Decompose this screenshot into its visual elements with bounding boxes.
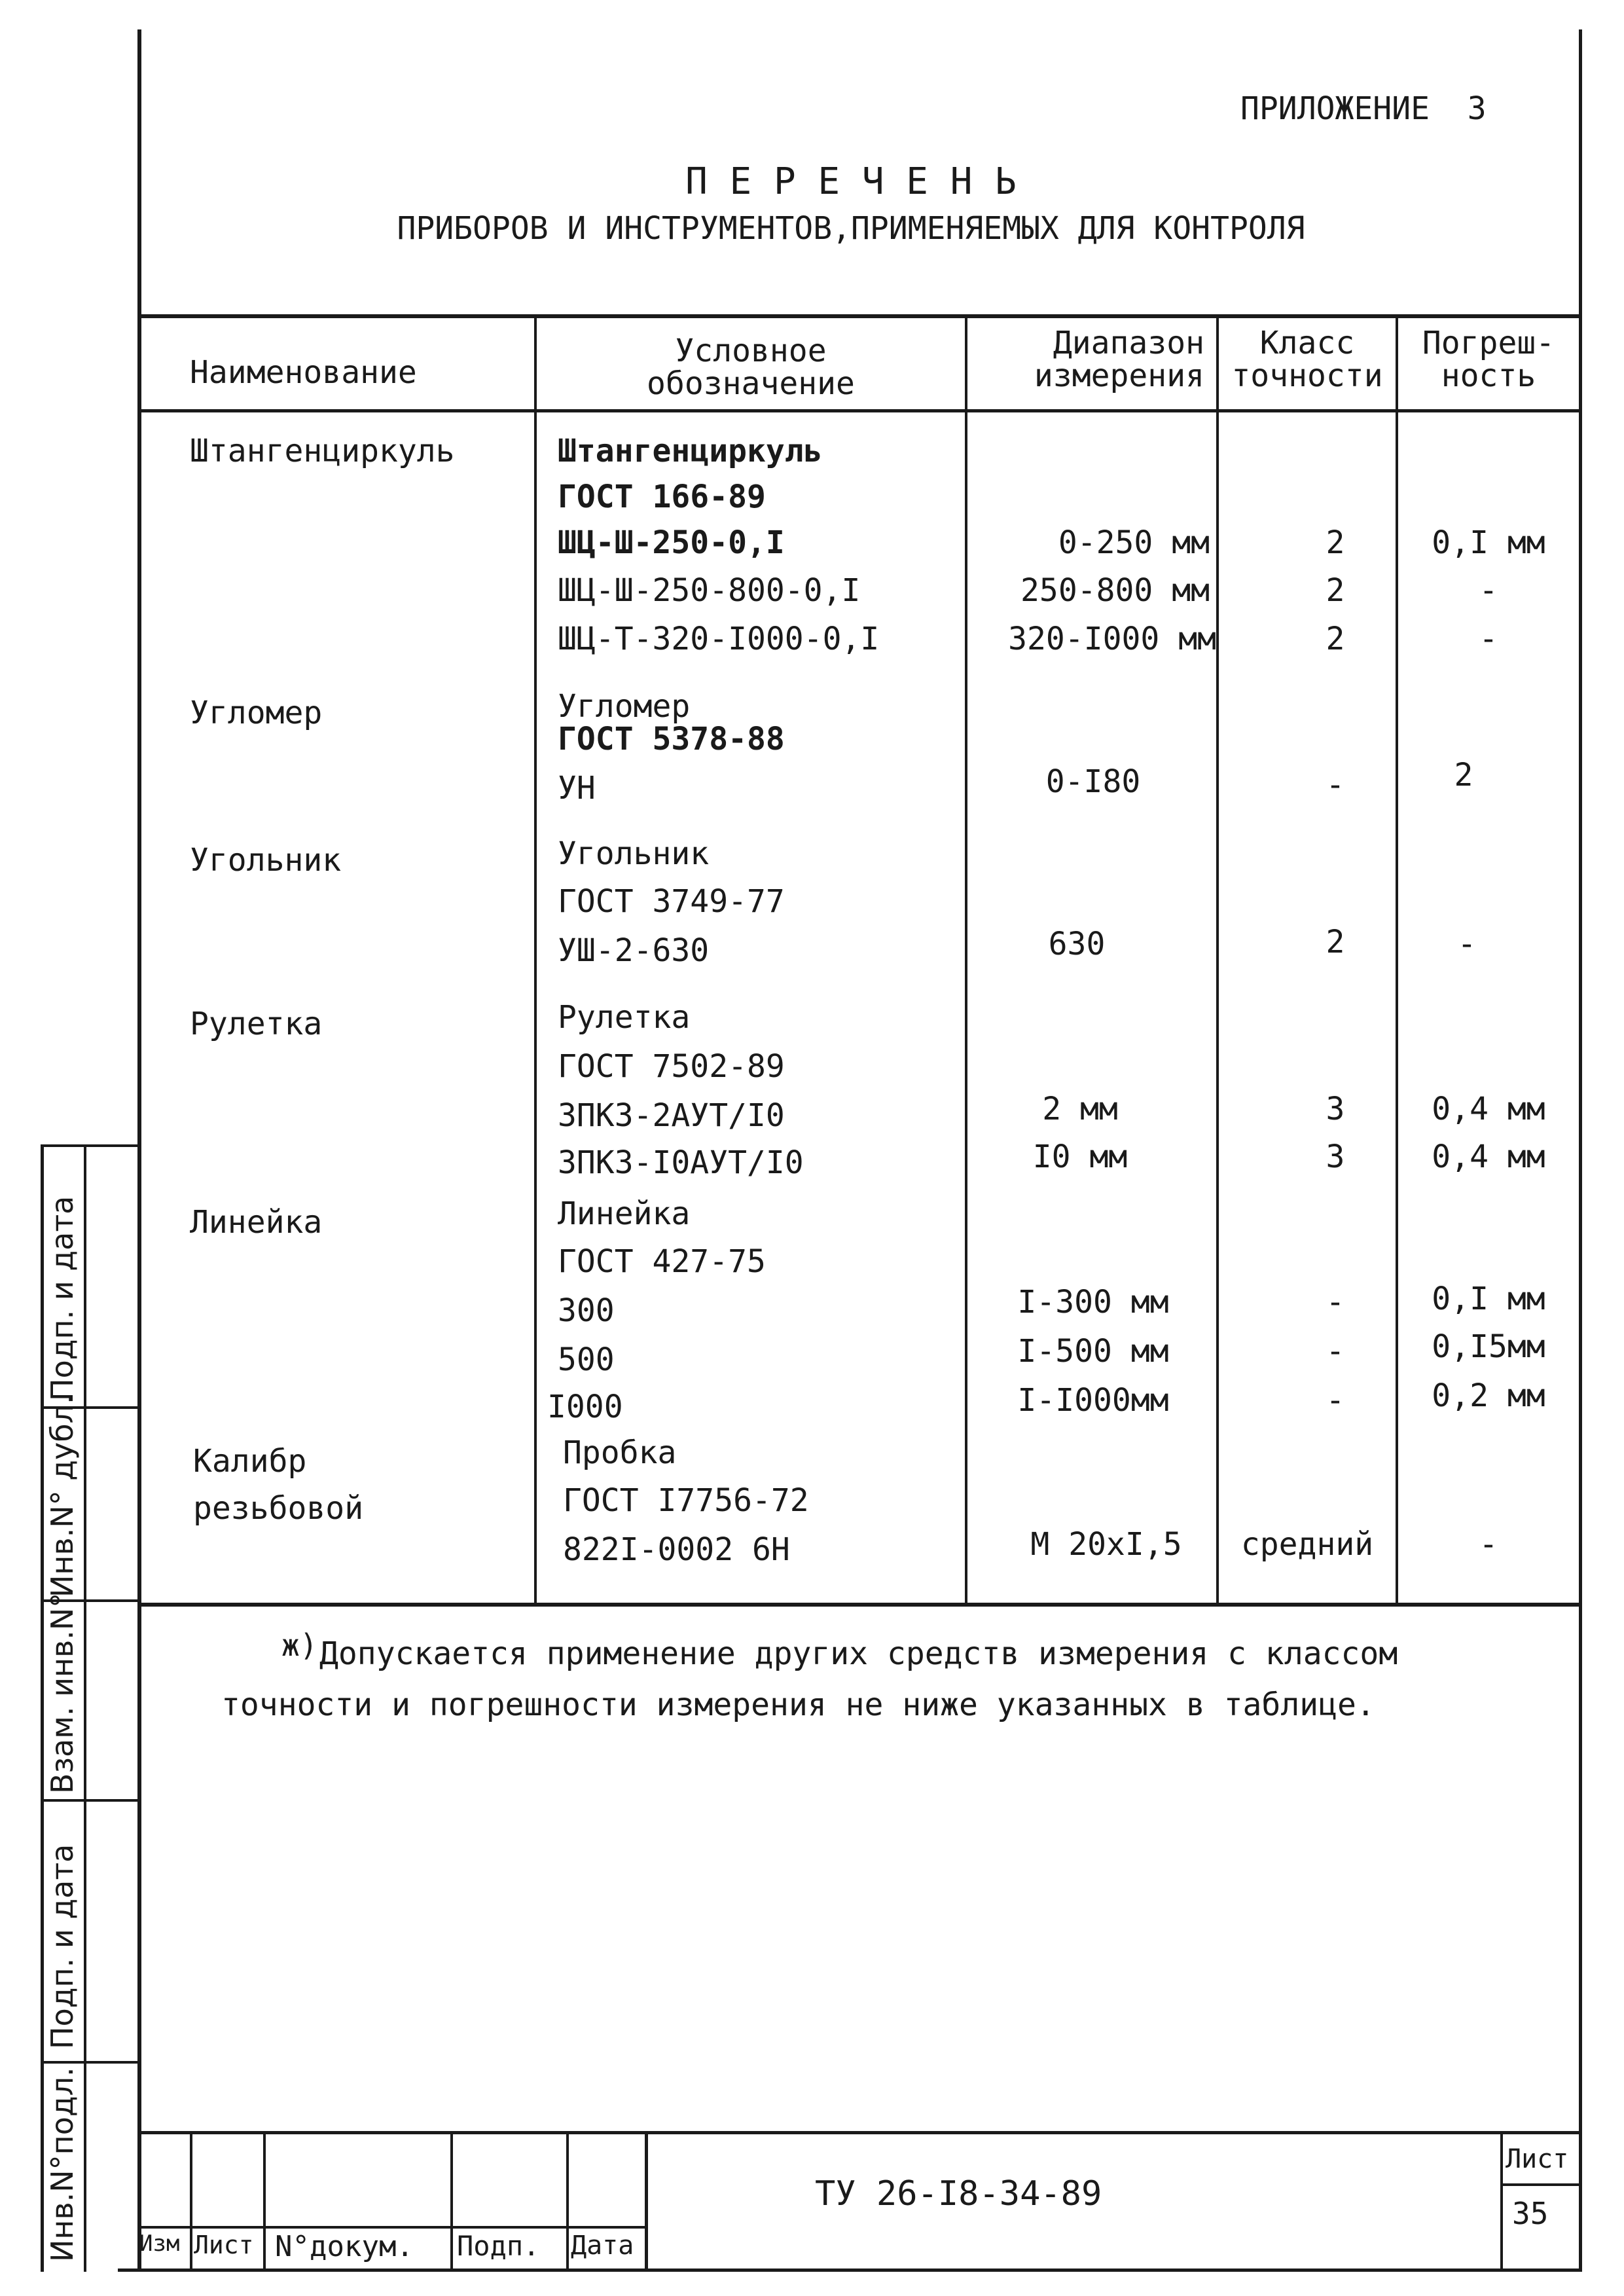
cell-designation: 300	[558, 1292, 615, 1329]
cell-error: 0,I мм	[1432, 1281, 1545, 1317]
cell-range: 2 мм	[1042, 1091, 1118, 1127]
header-class-2: точности	[1231, 357, 1383, 394]
cell-range: I-500 мм	[1017, 1333, 1169, 1370]
cell-designation: Угольник	[558, 835, 710, 872]
cell-name: Штангенциркуль	[190, 433, 455, 469]
frame-left-line	[137, 29, 141, 2272]
col-label-date: Дата	[571, 2231, 634, 2261]
cell-error: 0,4 мм	[1432, 1091, 1545, 1127]
cell-designation: ГОСТ I7756-72	[563, 1482, 809, 1519]
cell-designation: I000	[547, 1389, 623, 1425]
cell-designation: 500	[558, 1341, 615, 1378]
cell-designation: ЗПКЗ-2АУТ/I0	[558, 1097, 785, 1134]
cell-designation: 822I-0002 6Н	[563, 1531, 790, 1568]
cell-range: М 20хI,5	[1030, 1526, 1182, 1563]
cell-class: -	[1326, 767, 1345, 803]
col-label-list: Лист	[194, 2231, 254, 2259]
header-name: Наименование	[190, 354, 417, 391]
cell-error: 0,4 мм	[1432, 1139, 1545, 1175]
cell-class: 2	[1326, 924, 1345, 960]
header-error-1: Погреш-	[1422, 325, 1555, 361]
cell-designation: Штангенциркуль	[558, 433, 823, 469]
cell-designation: Пробка	[563, 1434, 677, 1471]
cell-error: -	[1479, 621, 1498, 657]
header-class-1: Класс	[1259, 325, 1355, 361]
header-range-1: Диапазон	[1053, 325, 1204, 361]
cell-class: 3	[1326, 1139, 1345, 1175]
cell-designation: ГОСТ 3749-77	[558, 883, 785, 920]
cell-class: средний	[1240, 1526, 1374, 1563]
cell-range: I0 мм	[1032, 1139, 1128, 1175]
cell-error: -	[1479, 1526, 1498, 1563]
document-subtitle: ПРИБОРОВ И ИНСТРУМЕНТОВ,ПРИМЕНЯЕМЫХ ДЛЯ КОНТРОЛЯ	[397, 210, 1305, 247]
cell-class: -	[1326, 1382, 1345, 1419]
footnote-line-2: точности и погрешности измерения не ниже указанных в таблице.	[221, 1686, 1375, 1723]
header-error-2: ность	[1441, 357, 1536, 394]
cell-range: 0-250 мм	[1058, 524, 1210, 561]
cell-designation: ГОСТ 166-89	[558, 479, 766, 515]
cell-designation: ГОСТ 427-75	[558, 1243, 766, 1280]
cell-name: Рулетка	[190, 1006, 323, 1042]
stamp-label-4: Инв.N° дубл.	[45, 1394, 80, 1597]
cell-error: -	[1479, 572, 1498, 609]
col-label-sign: Подп.	[457, 2230, 540, 2262]
cell-name: Калибр	[193, 1443, 307, 1480]
cell-range: I-300 мм	[1017, 1284, 1169, 1321]
cell-class: 2	[1326, 572, 1345, 609]
footnote-line-1: Допускается применение других средств измерения с классом	[319, 1635, 1398, 1672]
cell-designation: Угломер	[558, 688, 691, 725]
cell-error: 0,I мм	[1432, 524, 1545, 561]
cell-designation: УН	[558, 770, 596, 807]
cell-designation: УШ-2-630	[558, 932, 710, 969]
header-range-2: измерения	[1034, 357, 1204, 394]
appendix-label: ПРИЛОЖЕНИЕ 3	[1240, 90, 1487, 127]
frame-bottom-line	[118, 2269, 1582, 2272]
cell-class: 2	[1326, 621, 1345, 657]
cell-designation: ЗПКЗ-I0АУТ/I0	[558, 1144, 804, 1181]
cell-designation: ШЦ-Ш-250-800-0,I	[558, 572, 861, 609]
header-designation-1: Условное	[675, 333, 827, 369]
cell-designation: Линейка	[558, 1195, 691, 1232]
cell-designation: ШЦ-Ш-250-0,I	[558, 524, 785, 561]
cell-range: 630	[1048, 926, 1106, 962]
cell-class: -	[1326, 1333, 1345, 1370]
header-designation-2: обозначение	[647, 365, 855, 402]
cell-name: Угольник	[190, 842, 342, 879]
cell-name: Линейка	[190, 1204, 323, 1241]
cell-name: Угломер	[190, 695, 323, 731]
cell-class: 2	[1326, 524, 1345, 561]
stamp-label-3: Взам. инв.N°	[45, 1592, 80, 1794]
cell-error: 0,2 мм	[1432, 1377, 1545, 1414]
cell-range: 0-I80	[1045, 763, 1141, 800]
stamp-label-2: Подп. и дата	[45, 1844, 80, 2049]
cell-range: I-I000мм	[1017, 1382, 1169, 1419]
cell-designation: ГОСТ 5378-88	[558, 721, 785, 757]
footnote-marker: ж)	[281, 1628, 318, 1663]
stamp-label-5: Подп. и дата	[45, 1195, 80, 1401]
cell-class: -	[1326, 1284, 1345, 1321]
col-label-doc: N°докум.	[275, 2230, 414, 2263]
sheet-label: Лист	[1506, 2144, 1569, 2174]
document-code: ТУ 26-I8-34-89	[815, 2174, 1102, 2214]
cell-range: 250-800 мм	[1020, 572, 1210, 609]
cell-designation: ШЦ-Т-320-I000-0,I	[558, 621, 880, 657]
stamp-label-1: Инв.N°подл.	[45, 2067, 80, 2262]
cell-designation: Рулетка	[558, 999, 691, 1036]
cell-name: резьбовой	[193, 1490, 364, 1527]
sheet-number: 35	[1512, 2196, 1549, 2231]
cell-designation: ГОСТ 7502-89	[558, 1048, 785, 1085]
cell-error: 2	[1454, 757, 1473, 793]
frame-right-line	[1579, 29, 1582, 2272]
cell-range: 320-I000 мм	[1008, 621, 1216, 657]
cell-class: 3	[1326, 1091, 1345, 1127]
cell-error: 0,I5мм	[1432, 1328, 1545, 1365]
document-title: П Е Р Е Ч Е Н Ь	[685, 160, 1017, 203]
col-label-izm: Изм	[139, 2231, 180, 2257]
cell-error: -	[1457, 926, 1477, 962]
